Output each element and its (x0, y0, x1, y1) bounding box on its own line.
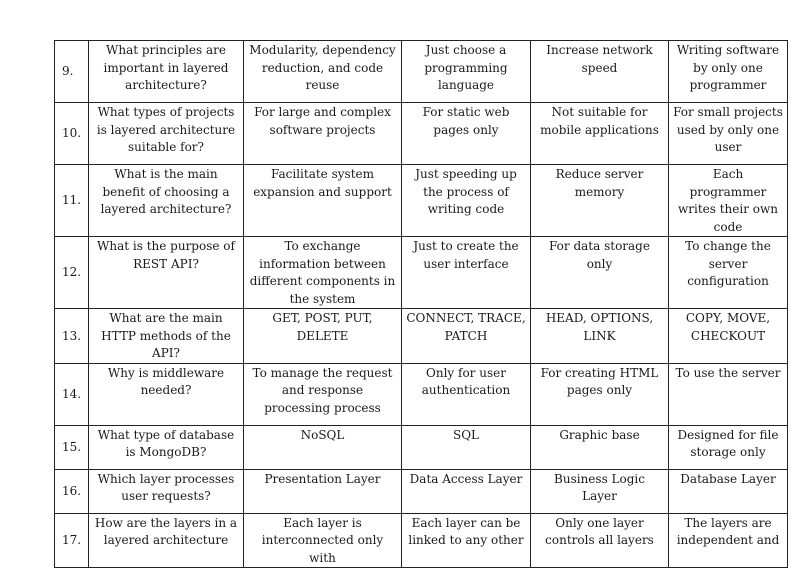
question-number: 12. (55, 237, 89, 309)
question-number: 11. (55, 165, 89, 237)
option-cell: For data storage only (531, 237, 669, 309)
table-row (55, 469, 788, 513)
option-cell: To use the server (669, 363, 788, 425)
option-cell: Each programmer writes their own code (669, 165, 788, 237)
option-cell: Writing software by only one programmer (669, 41, 788, 103)
option-cell: Data Access Layer (402, 469, 531, 513)
question-cell: What is the main benefit of choosing a layered architecture? (89, 165, 244, 237)
question-number: 16. (55, 469, 89, 513)
option-cell: To exchange information between different components in the system (244, 237, 402, 309)
option-cell: For large and complex software projects (244, 103, 402, 165)
option-cell: Only one layer controls all layers (531, 513, 669, 568)
option-cell: To manage the request and response processing process (244, 363, 402, 425)
option-cell: Just speeding up the process of writing code (402, 165, 531, 237)
table-row (55, 425, 788, 469)
question-cell: What type of database is MongoDB? (89, 425, 244, 469)
option-cell: Only for user authentication (402, 363, 531, 425)
option-cell: Just to create the user interface (402, 237, 531, 309)
option-cell: NoSQL (244, 425, 402, 469)
question-cell: What are the main HTTP methods of the API? (89, 309, 244, 364)
question-cell: What principles are important in layered architecture? (89, 41, 244, 103)
option-cell: For creating HTML pages only (531, 363, 669, 425)
option-cell: Business Logic Layer (531, 469, 669, 513)
option-cell: GET, POST, PUT, DELETE (244, 309, 402, 364)
quiz-table (54, 40, 788, 568)
question-cell: How are the layers in a layered architecture (89, 513, 244, 568)
option-cell: Designed for file storage only (669, 425, 788, 469)
option-cell: Reduce server memory (531, 165, 669, 237)
question-number: 17. (55, 513, 89, 568)
option-cell: Facilitate system expansion and support (244, 165, 402, 237)
question-number: 13. (55, 309, 89, 364)
option-cell: Just choose a programming language (402, 41, 531, 103)
table-row (55, 309, 788, 364)
table-row (55, 237, 788, 309)
option-cell: The layers are independent and (669, 513, 788, 568)
option-cell: Each layer can be linked to any other (402, 513, 531, 568)
question-number: 10. (55, 103, 89, 165)
option-cell: CONNECT, TRACE, PATCH (402, 309, 531, 364)
table-row (55, 41, 788, 103)
option-cell: SQL (402, 425, 531, 469)
question-cell: What is the purpose of REST API? (89, 237, 244, 309)
option-cell: For static web pages only (402, 103, 531, 165)
table-row (55, 363, 788, 425)
document-page (54, 40, 787, 568)
option-cell: For small projects used by only one user (669, 103, 788, 165)
question-number: 9. (55, 41, 89, 103)
option-cell: Modularity, dependency reduction, and code reuse (244, 41, 402, 103)
option-cell: HEAD, OPTIONS, LINK (531, 309, 669, 364)
table-row (55, 513, 788, 568)
option-cell: To change the server configuration (669, 237, 788, 309)
question-number: 14. (55, 363, 89, 425)
option-cell: COPY, MOVE, CHECKOUT (669, 309, 788, 364)
question-cell: What types of projects is layered architecture suitable for? (89, 103, 244, 165)
option-cell: Increase network speed (531, 41, 669, 103)
table-row (55, 165, 788, 237)
question-cell: Which layer processes user requests? (89, 469, 244, 513)
question-cell: Why is middleware needed? (89, 363, 244, 425)
table-row (55, 103, 788, 165)
option-cell: Database Layer (669, 469, 788, 513)
option-cell: Not suitable for mobile applications (531, 103, 669, 165)
option-cell: Presentation Layer (244, 469, 402, 513)
option-cell: Each layer is interconnected only with (244, 513, 402, 568)
question-number: 15. (55, 425, 89, 469)
option-cell: Graphic base (531, 425, 669, 469)
